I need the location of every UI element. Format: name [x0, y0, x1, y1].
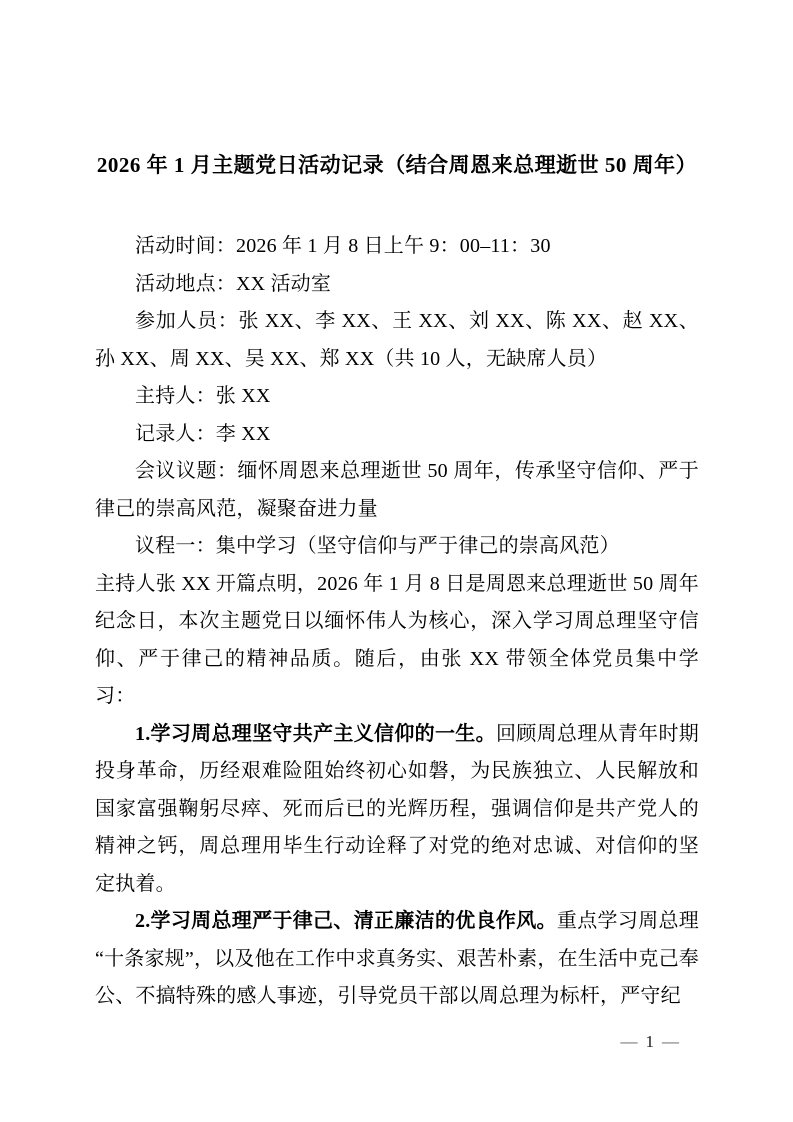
para-agenda-one: 议程一：集中学习（坚守信仰与严于律己的崇高风范） [135, 535, 620, 557]
para-point-1-lead: 1.学习周总理坚守共产主义信仰的一生。 [135, 722, 496, 745]
para-point-1 [95, 716, 699, 904]
para-point-2-lead: 2.学习周总理严于律己、清正廉洁的优良作风。 [135, 910, 557, 932]
para-activity-location: 活动地点：XX 活动室 [135, 272, 332, 295]
document-title-text: 2026 年 1 月主题党日活动记录（结合周恩来总理逝世 50 周年） [96, 153, 698, 177]
document-title [95, 150, 699, 180]
para-recorder: 记录人：李 XX [135, 422, 271, 445]
para-point-2-body: 重点学习周总理“十条家规”，以及他在工作中求真务实、艰苦朴素，在生活中克己奉公、不搞特殊的感人事迹，引导党员干部以周总理为标杆，严守纪 [95, 910, 699, 1007]
document-content [95, 150, 699, 1016]
para-activity-time: 活动时间：2026 年 1 月 8 日上午 9：00–11：30 [135, 235, 551, 257]
footer-page-number: 1 [645, 1032, 656, 1051]
document-body [95, 228, 699, 1016]
footer-dash-right: — [662, 1032, 681, 1051]
page-number-footer [621, 1032, 682, 1052]
para-point-1-body: 回顾周总理从青年时期投身革命，历经艰难险阻始终初心如磐，为民族独立、人民解放和国家富强鞠躬尽瘁、死而后已的光辉历程，强调信仰是共产党人的精神之钙，周总理用毕生行动诠释了对党的绝对忠诚、对信仰的坚定执着。 [95, 722, 700, 895]
para-meeting-topic: 会议议题：缅怀周恩来总理逝世 50 周年，传承坚守信仰、严于律己的崇高风范，凝聚奋进力量 [95, 460, 699, 520]
footer-dash-left: — [620, 1032, 640, 1051]
para-intro: 主持人张 XX 开篇点明，2026 年 1 月 8 日是周恩来总理逝世 50 周年纪念日，本次主题党日以缅怀伟人为核心，深入学习周总理坚守信仰、严于律己的精神品质。随后，由张 XX 带领全体党员集中学习： [95, 572, 699, 707]
para-host: 主持人：张 XX [135, 385, 271, 407]
para-point-2 [95, 903, 699, 1016]
para-participants: 参加人员：张 XX、李 XX、王 XX、刘 XX、陈 XX、赵 XX、孙 XX、周 XX、吴 XX、郑 XX（共 10 人，无缺席人员） [95, 310, 699, 370]
